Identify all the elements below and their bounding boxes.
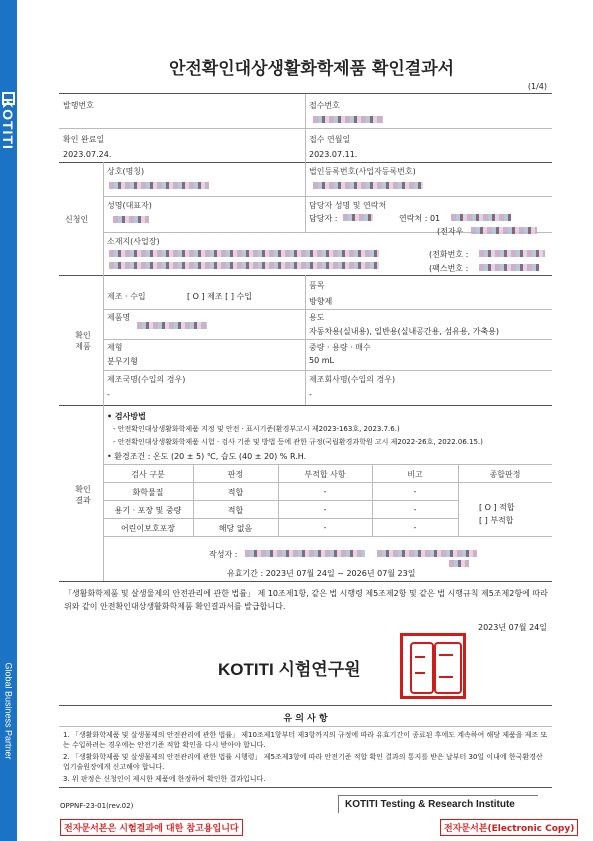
validity-period: 유효기간 : 2023년 07월 24일 ~ 2026년 07월 23일 xyxy=(227,569,416,578)
electronic-copy-badge: 전자문서본(Electronic Copy) xyxy=(440,819,578,836)
author-label: 작성자 : xyxy=(209,550,238,559)
country-value: - xyxy=(107,390,110,399)
method-2: - 안전확인대상생활화학제품 시험 · 검사 기준 및 방법 등에 관한 규정(국립환경과학원 고시 제2022-26호, 2022.06.15.) xyxy=(113,438,483,446)
notice-item-1: 1. 「생활화학제품 및 살생물제의 안전관리에 관한 법률」 제10조제1항부터 제3항까지의 규정에 따라 유효기간이 종료된 후에도 계속하여 해당 제품을 제조 또는 수입하려는 경우에는 안전기준 적합 확인을 다시 받아야 합니다. xyxy=(63,731,548,749)
address-label: 소재지(사업장) xyxy=(107,237,160,246)
maker-value: - xyxy=(309,390,312,399)
sidebar-brand: KOTITI xyxy=(0,98,16,150)
method-title: • 검사방법 xyxy=(107,412,146,421)
redacted-signature xyxy=(449,560,469,567)
method-1: - 안전확인대상생활화학제품 지정 및 안전 · 표시기준(환경부고시 제2023-163호, 2023.7.6.) xyxy=(113,425,400,433)
maker-label: 제조회사명(수입의 경우) xyxy=(309,375,396,384)
form-label: 제형 xyxy=(107,343,123,352)
redacted-fax xyxy=(479,264,539,271)
receipt-date: 2023.07.11. xyxy=(309,150,358,159)
item-value: 방향제 xyxy=(309,297,333,306)
notice-item-3: 3. 위 판정은 신청인이 제시한 제품에 한정하여 확인한 결과입니다. xyxy=(63,775,266,783)
table-row-0-category: 화학물질 xyxy=(132,488,164,497)
notice-section xyxy=(59,705,552,788)
electronic-copy-notice: 전자문서본은 시험결과에 대한 참고용입니다 xyxy=(60,819,243,836)
issuance-statement: 「생활화학제품 및 살생물제의 안전관리에 관한 법률」 제 10조제1항, 같은 법 시행령 제5조제2항 및 같은 법 시행규칙 제5조제2항에 따라 위와 같이 안전확인대상생활화학제품 확인결과서를 발급합니다. xyxy=(64,589,548,611)
tel-label: (전화번호 : xyxy=(429,250,469,259)
env-condition: • 환경조건 : 온도 (20 ± 5) ℃, 습도 (40 ± 20) % R.H. xyxy=(107,452,307,461)
sidebar-tagline: Global Business Partner xyxy=(3,662,14,760)
mfg-checkbox: [ O ] 제조 [ ] 수입 xyxy=(187,292,252,301)
table-row-2-nonconformity: - xyxy=(323,523,327,532)
company-label: 상호(명칭) xyxy=(107,167,145,176)
table-row-1-nonconformity: - xyxy=(323,505,327,514)
result-section-label: 확인 결과 xyxy=(75,485,91,505)
institute-name: KOTITI 시험연구원 xyxy=(218,660,361,679)
receipt-no-label: 접수번호 xyxy=(309,101,340,110)
table-row-0-nonconformity: - xyxy=(323,487,327,496)
th-remarks: 비고 xyxy=(407,470,423,479)
document-title: 안전확인대상생활화학제품 확인결과서 xyxy=(168,59,455,79)
table-row-0-remarks: - xyxy=(413,487,417,496)
redacted-rep xyxy=(113,216,149,223)
redacted-author xyxy=(245,550,365,557)
redacted-tel xyxy=(479,250,545,257)
notice-title: 유 의 사 항 xyxy=(283,714,328,724)
form-number: OPPNF-23-01(rev.02) xyxy=(60,802,134,810)
table-row-1-remarks: - xyxy=(413,505,417,514)
form-value: 분무기형 xyxy=(107,357,138,366)
th-judgement: 판정 xyxy=(227,470,244,479)
applicant-section-label: 신청인 xyxy=(65,215,89,224)
notice-item-2: 2. 「생활화학제품 및 살생물제의 안전관리에 관한 법률 시행령」 제5조제3항에 따라 안전기준 적합 확인 결과의 통지를 받은 날부터 30일 이내에 한국환경산업기술원장에게 신고해야 합니다. xyxy=(63,753,543,771)
redacted-phone xyxy=(451,214,511,221)
table-row-1-judgement: 적합 xyxy=(227,506,244,515)
redacted-product-name xyxy=(137,322,207,329)
redacted-address xyxy=(109,250,379,257)
receipt-date-label: 접수 연월일 xyxy=(309,135,351,144)
th-nonconformity: 부적합 사항 xyxy=(304,470,346,479)
issue-no-label: 발행번호 xyxy=(63,101,94,110)
redacted-biz-no xyxy=(313,182,423,189)
confirm-date: 2023.07.24. xyxy=(63,150,112,159)
issue-date: 2023년 07월 24일 xyxy=(478,623,547,632)
table-row-0-judgement: 적합 xyxy=(227,488,244,497)
usage-label: 용도 xyxy=(309,313,325,322)
product-section-label: 확인 제품 xyxy=(75,331,91,351)
qty-label: 중량 · 용량 · 매수 xyxy=(309,343,371,352)
redacted-company xyxy=(109,182,209,189)
footer-institute: KOTITI Testing & Research Institute xyxy=(338,795,538,813)
table-row-2-judgement: 해당 없음 xyxy=(218,524,253,533)
page-number: (1/4) xyxy=(527,82,547,91)
country-label: 제조국명(수입의 경우) xyxy=(107,375,186,384)
rep-label: 성명(대표자) xyxy=(107,201,152,210)
item-label: 품목 xyxy=(309,281,325,290)
th-category: 검사 구분 xyxy=(131,470,165,479)
table-row-2-remarks: - xyxy=(413,523,417,532)
contact-label: 담당자 성명 및 연락처 xyxy=(309,201,387,210)
usage-value: 자동차용(실내용), 일반용(실내공간용, 섬유용, 가축용) xyxy=(309,327,500,336)
table-row-1-category: 용기 · 포장 및 중량 xyxy=(114,506,182,515)
redacted-address-2 xyxy=(109,262,379,269)
biz-no-label: 법인등록번호(사업자등록번호) xyxy=(309,167,416,176)
email-prefix: (전자우 xyxy=(437,227,464,236)
redacted-receipt-no xyxy=(313,116,383,123)
contact-name-prefix: 담당자 : xyxy=(309,214,338,223)
th-overall: 종합판정 xyxy=(489,470,521,479)
fax-label: (팩스번호 : xyxy=(429,264,469,273)
redacted-author-2 xyxy=(377,550,477,557)
overall-fail: [ ] 부적합 xyxy=(479,516,514,525)
form-table xyxy=(59,93,552,582)
phone-prefix: 연락처 : 01 xyxy=(399,214,441,223)
overall-pass: [ O ] 적합 xyxy=(479,503,515,512)
qty-value: 50 mL xyxy=(309,356,334,365)
confirm-date-label: 확인 완료일 xyxy=(63,135,105,144)
table-row-2-category: 어린이보호포장 xyxy=(120,524,176,533)
product-name-label: 제품명 xyxy=(107,313,131,322)
brand-sidebar xyxy=(0,0,17,841)
official-seal-icon xyxy=(400,633,466,699)
redacted-contact-name xyxy=(343,214,373,221)
mfg-label: 제조 · 수입 xyxy=(107,292,146,301)
redacted-email xyxy=(471,227,537,234)
